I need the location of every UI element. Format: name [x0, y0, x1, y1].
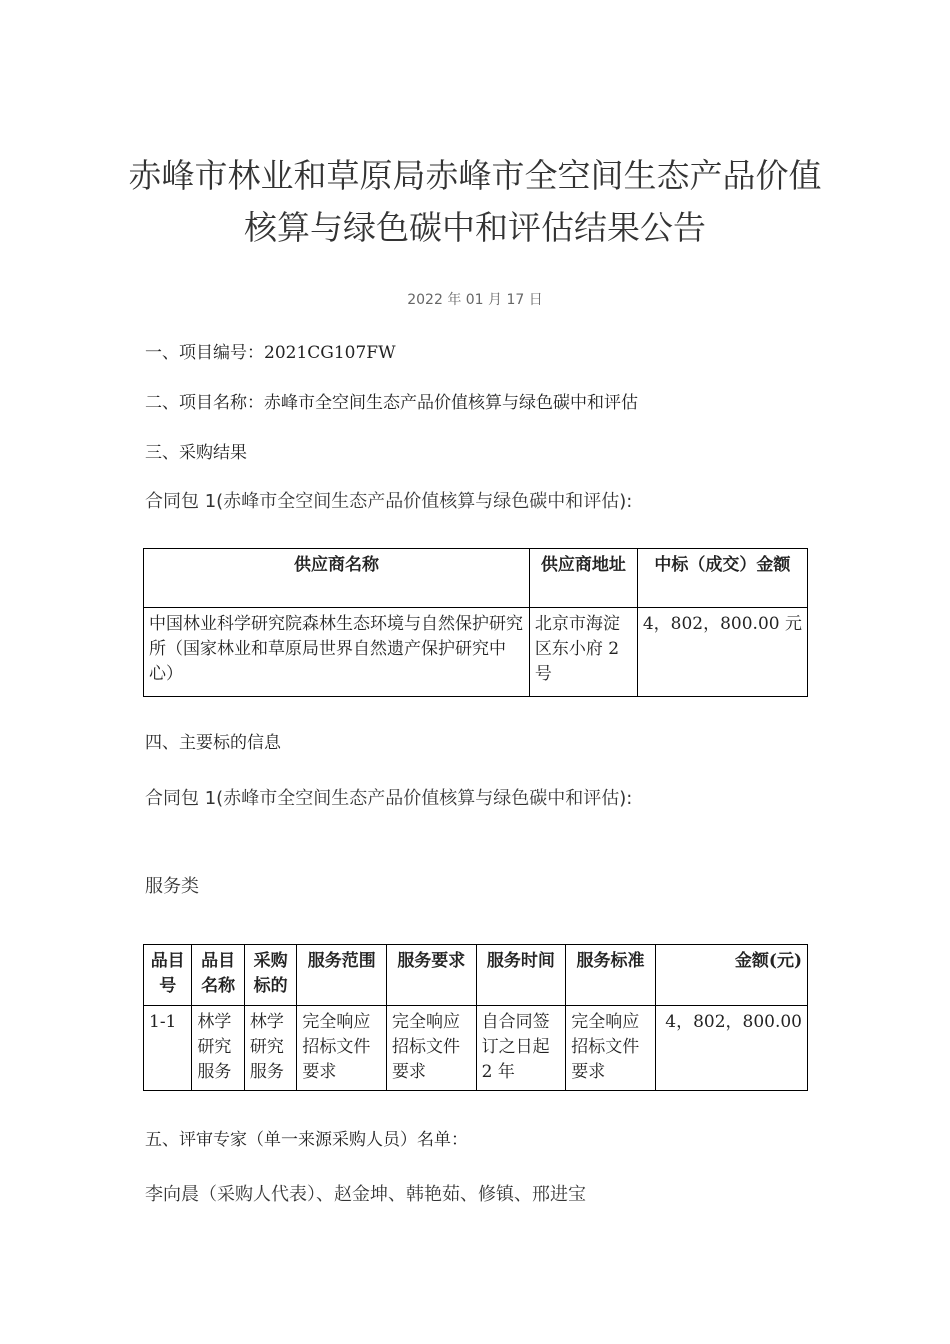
- item-time: 自合同签订之日起 2 年: [476, 1006, 566, 1091]
- item-amount: 4，802，800.00: [655, 1006, 807, 1091]
- section-procurement-result: 三、采购结果: [145, 443, 247, 463]
- section-review-experts: 五、评审专家（单一来源采购人员）名单：: [145, 1130, 468, 1150]
- contract-package-1: 合同包 1(赤峰市全空间生态产品价值核算与绿色碳中和评估):: [145, 491, 633, 512]
- table-row: [144, 1006, 808, 1091]
- item-table: [143, 944, 808, 1091]
- project-name: 二、项目名称：赤峰市全空间生态产品价值核算与绿色碳中和评估: [145, 393, 638, 413]
- publish-date: 2022 年 01 月 17 日: [407, 292, 543, 308]
- award-amount: 4，802，800.00 元: [637, 608, 807, 697]
- contract-package-1-items: 合同包 1(赤峰市全空间生态产品价值核算与绿色碳中和评估):: [145, 788, 633, 809]
- table-header-row: [144, 945, 808, 1006]
- title-line-2: 核算与绿色碳中和评估结果公告: [244, 208, 706, 247]
- header-scope: 服务范围: [297, 945, 387, 1006]
- header-award-amount: 中标（成交）金额: [637, 549, 807, 608]
- item-target: 林学研究服务: [244, 1006, 297, 1091]
- expert-names: 李向晨（采购人代表）、赵金坤、韩艳茹、修镇、邢进宝: [145, 1184, 586, 1205]
- supplier-name: 中国林业科学研究院森林生态环境与自然保护研究所（国家林业和草原局世界自然遗产保护研究中心）: [144, 608, 530, 697]
- result-table: [143, 548, 808, 697]
- header-supplier-name: 供应商名称: [144, 549, 530, 608]
- title-line-1: 赤峰市林业和草原局赤峰市全空间生态产品价值: [128, 156, 822, 195]
- header-item-no: 品目号: [144, 945, 192, 1006]
- item-standard: 完全响应招标文件要求: [566, 1006, 656, 1091]
- header-target: 采购标的: [244, 945, 297, 1006]
- header-supplier-address: 供应商地址: [529, 549, 637, 608]
- header-time: 服务时间: [476, 945, 566, 1006]
- supplier-address: 北京市海淀区东小府 2 号: [529, 608, 637, 697]
- item-name: 林学研究服务: [192, 1006, 245, 1091]
- item-scope: 完全响应招标文件要求: [297, 1006, 387, 1091]
- item-requirement: 完全响应招标文件要求: [387, 1006, 477, 1091]
- category-service: 服务类: [145, 876, 199, 897]
- section-main-items: 四、主要标的信息: [145, 733, 281, 753]
- project-number: 一、项目编号：2021CG107FW: [145, 343, 396, 363]
- header-requirement: 服务要求: [387, 945, 477, 1006]
- header-standard: 服务标准: [566, 945, 656, 1006]
- table-header-row: [144, 549, 808, 608]
- document-title: [0, 150, 950, 254]
- header-item-name: 品目名称: [192, 945, 245, 1006]
- item-no: 1-1: [144, 1006, 192, 1091]
- table-row: [144, 608, 808, 697]
- header-amount: 金额(元): [655, 945, 807, 1006]
